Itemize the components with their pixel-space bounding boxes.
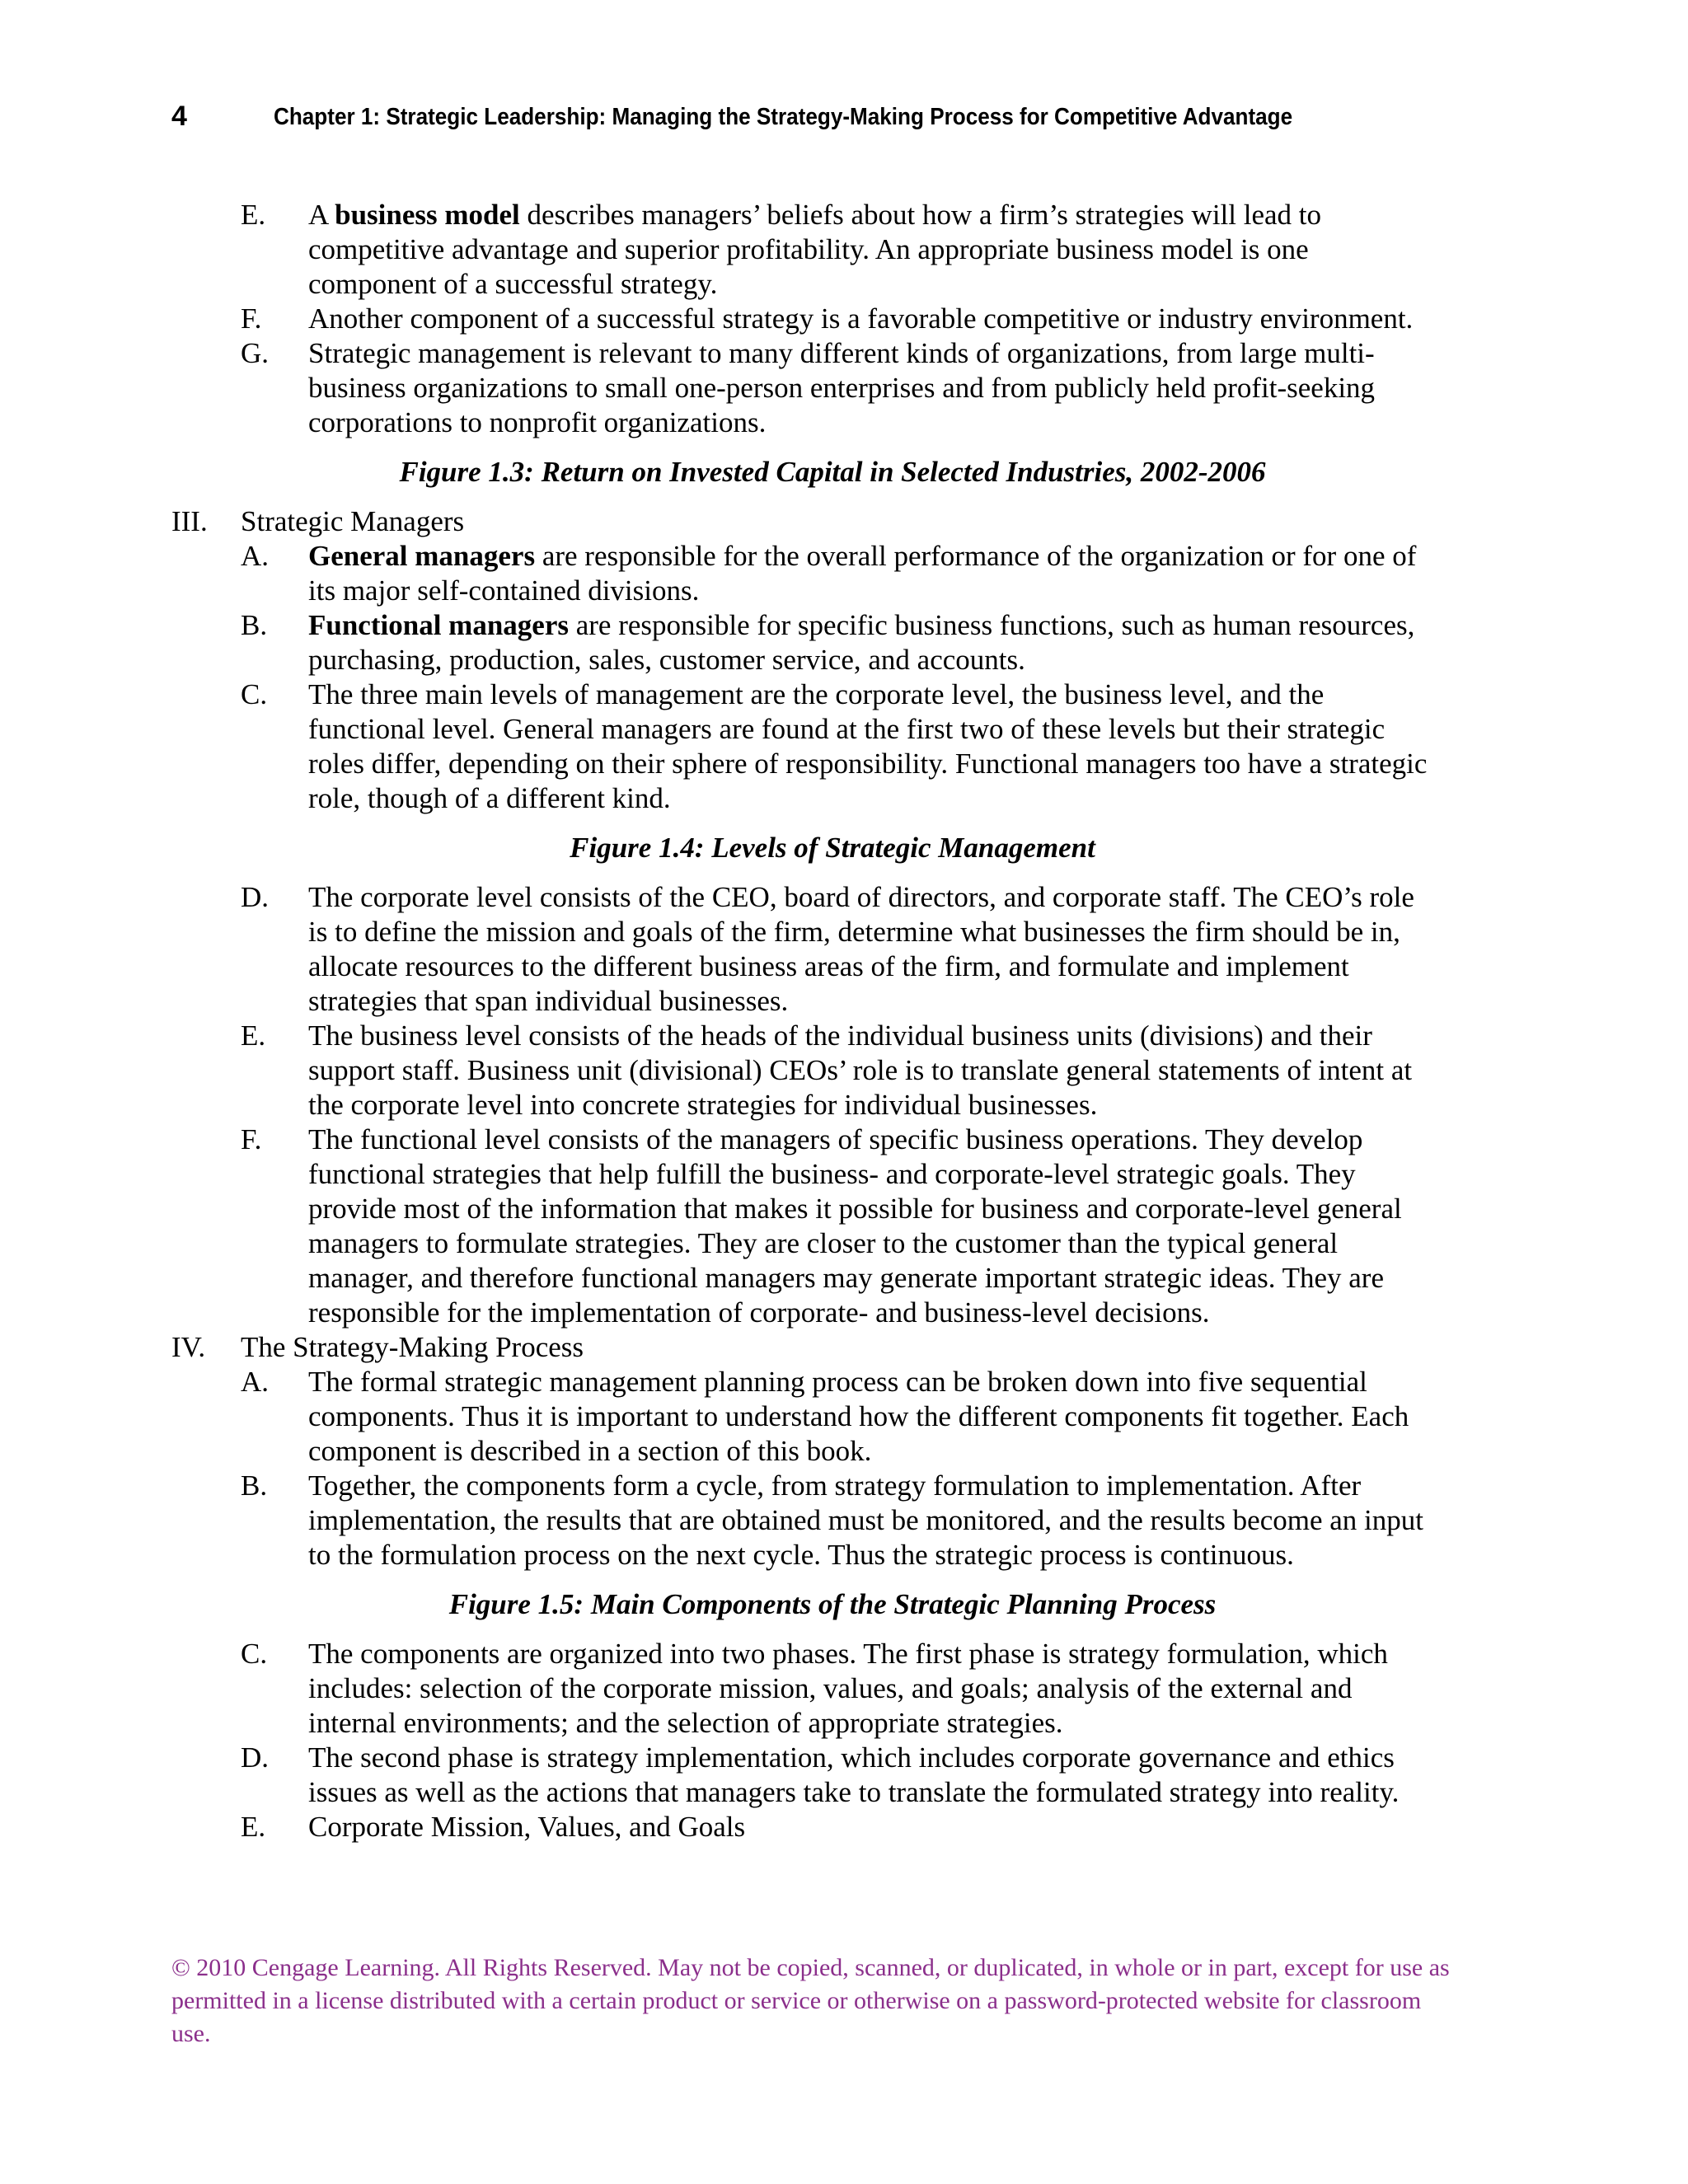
list-item: E. A business model describes managers’ beliefs about how a firm’s strategies will lead to competitive advantage and superior profitability. An appropriate business model is one component of a successful strategy. [241, 199, 1322, 300]
list-item: F. Another component of a successful strategy is a favorable competitive or industry environment. [241, 302, 1414, 335]
figure-caption: Figure 1.3: Return on Invested Capital in Selected Industries, 2002-2006 [399, 456, 1266, 488]
item-label: E. [241, 1019, 266, 1052]
item-label: D. [241, 881, 270, 913]
figure-caption: Figure 1.5: Main Components of the Strategic Planning Process [448, 1588, 1217, 1620]
section-heading: III. Strategic Managers [171, 505, 465, 537]
chapter-title: Chapter 1: Strategic Leadership: Managing the Strategy-Making Process for Competitive Advantage [274, 104, 1293, 130]
list-item: E. Corporate Mission, Values, and Goals [241, 1811, 746, 1843]
section-label: IV. [171, 1331, 206, 1363]
item-label: B. [241, 1469, 268, 1502]
list-item: D. The corporate level consists of the CEO, board of directors, and corporate staff. The CEO’s role is to define the mission and goals of the firm, determine what businesses the firm should be in, allocate resources to the different business areas of the firm, and formulate and implement strategies that span individual businesses. [241, 881, 1414, 1017]
item-label: A. [241, 540, 270, 572]
page-header [171, 101, 1457, 142]
item-label: A. [241, 1366, 270, 1398]
term-general-managers: General managers [308, 540, 536, 572]
list-item: A. General managers are responsible for the overall performance of the organization or for one of its major self-contained divisions. [241, 540, 1417, 607]
copyright-footer: © 2010 Cengage Learning. All Rights Reserved. May not be copied, scanned, or duplicated, in whole or in part, except for use as permitted in a license distributed with a certain product or service or otherwise on a password-protected website for classroom use. [171, 1954, 1450, 2047]
list-item: E. The business level consists of the heads of the individual business units (divisions) and their support staff. Business unit (divisional) CEOs’ role is to translate general statements of intent at the corporate level into concrete strategies for individual businesses. [241, 1019, 1413, 1121]
item-label: E. [241, 1811, 266, 1843]
item-label: F. [241, 302, 262, 335]
list-item: C. The components are organized into two phases. The first phase is strategy formulation, which includes: selection of the corporate mission, values, and goals; analysis of the external and internal environments; and the selection of appropriate strategies. [241, 1638, 1388, 1739]
section-heading: IV. The Strategy-Making Process [171, 1331, 584, 1363]
list-item: B. Together, the components form a cycle, from strategy formulation to implementation. After implementation, the results that are obtained must be monitored, and the results become an input to the formulation process on the next cycle. Thus the strategic process is continuous. [241, 1469, 1423, 1571]
item-label: E. [241, 199, 266, 231]
list-item: B. Functional managers are responsible for specific business functions, such as human resources, purchasing, production, sales, customer service, and accounts. [241, 609, 1415, 676]
figure-caption: Figure 1.4: Levels of Strategic Management [570, 832, 1095, 864]
section-label: III. [171, 505, 208, 537]
list-item: D. The second phase is strategy implementation, which includes corporate governance and ethics issues as well as the actions that managers take to translate the formulated strategy into reality. [241, 1741, 1400, 1808]
item-label: C. [241, 1638, 268, 1670]
document-body [0, 198, 1688, 1844]
term-business-model: business model [335, 199, 520, 231]
item-label: B. [241, 609, 268, 641]
list-item: C. The three main levels of management are the corporate level, the business level, and the functional level. General managers are found at the first two of these levels but their strategic roles differ, depending on their sphere of responsibility. Functional managers too have a strategic role, though of a different kind. [241, 678, 1428, 814]
item-label: F. [241, 1123, 262, 1155]
term-functional-managers: Functional managers [308, 609, 569, 641]
list-item: G. Strategic management is relevant to many different kinds of organizations, from large multi-business organizations to small one-person enterprises and from publicly held profit-seeking corporations to nonprofit organizations. [241, 337, 1376, 438]
item-label: D. [241, 1741, 270, 1774]
item-label: G. [241, 337, 270, 369]
item-label: C. [241, 678, 268, 710]
list-item: A. The formal strategic management planning process can be broken down into five sequential components. Thus it is important to understand how the different components fit together. Each component is described in a section of this book. [241, 1366, 1409, 1467]
page-number: 4 [171, 101, 187, 132]
list-item: F. The functional level consists of the managers of specific business operations. They develop functional strategies that help fulfill the business- and corporate-level strategic goals. They provide most of the information that makes it possible for business and corporate-level general managers to formulate strategies. They are closer to the customer than the typical general manager, and therefore functional managers may generate important strategic ideas. They are responsible for the implementation of corporate- and business-level decisions. [241, 1123, 1402, 1329]
